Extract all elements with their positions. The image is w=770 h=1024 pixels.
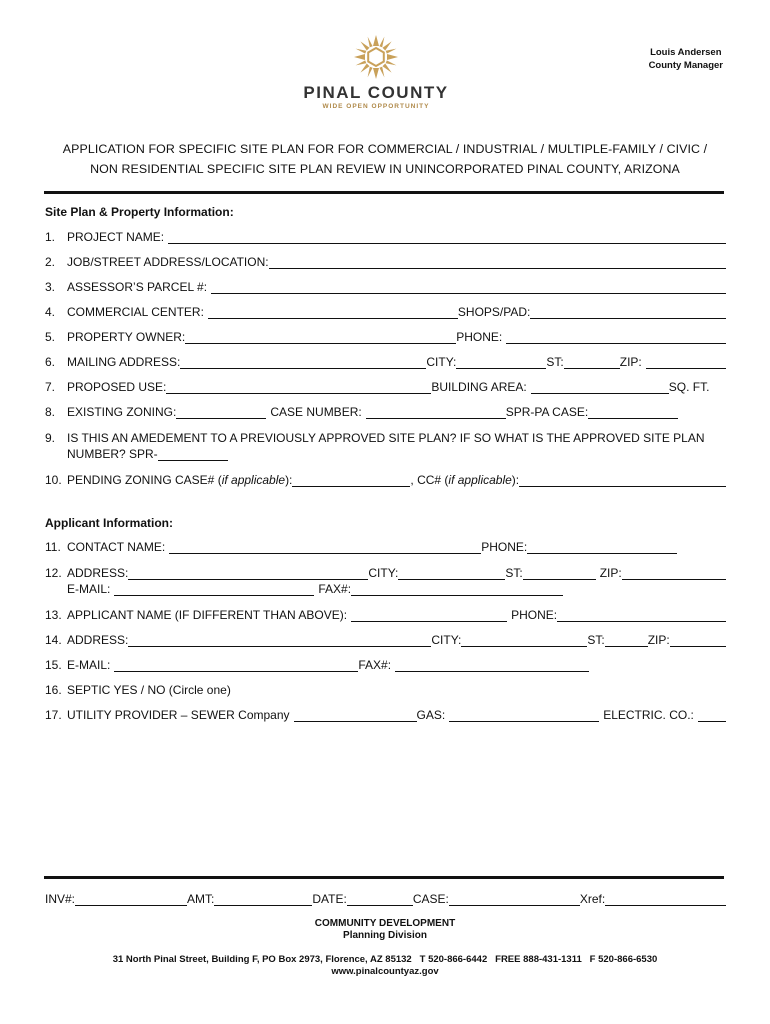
xref-field[interactable]: [605, 893, 726, 906]
field-row-mailing-address: [45, 353, 726, 369]
contact-phone-label: PHONE:: [481, 540, 528, 554]
pending-zoning-label: [67, 473, 292, 487]
manager-title: County Manager: [648, 60, 723, 71]
sewer-company-field[interactable]: [294, 709, 417, 722]
applicant-zip-label: ZIP:: [599, 566, 622, 580]
field-row-utility-provider: [45, 706, 726, 722]
case-number-label: CASE NUMBER:: [270, 405, 362, 419]
footer-website[interactable]: www.pinalcountyaz.gov: [331, 966, 439, 977]
item-number: 6.: [45, 355, 56, 369]
item-number: 8.: [45, 405, 56, 419]
item-number: 17.: [45, 708, 62, 722]
inv-label: INV#:: [45, 892, 76, 906]
date-field[interactable]: [347, 893, 413, 906]
city-2-label: CITY:: [431, 633, 462, 647]
xref-label: Xref:: [579, 892, 606, 906]
form-title-line1: APPLICATION FOR SPECIFIC SITE PLAN FOR FOR COMMERCIAL / INDUSTRIAL / MULTIPLE-FAMILY / CIVIC /: [62, 142, 708, 156]
applicant-phone-label: PHONE:: [511, 608, 558, 622]
item-number: 10.: [45, 473, 62, 487]
address-2-label: ADDRESS:: [67, 633, 129, 647]
applicant-name-label: APPLICANT NAME (IF DIFFERENT THAN ABOVE):: [67, 608, 348, 622]
spr-number-label: NUMBER? SPR-: [67, 447, 158, 461]
mailing-address-field[interactable]: [180, 356, 426, 369]
proposed-use-field[interactable]: [166, 381, 431, 394]
item-number: 11.: [45, 540, 61, 554]
item-number: 3.: [45, 280, 56, 294]
field-row-existing-zoning: [45, 403, 726, 419]
existing-zoning-field[interactable]: [176, 406, 266, 419]
field-row-parcel: [45, 278, 726, 294]
sun-logo-icon: [353, 34, 399, 80]
logo-tagline: WIDE OPEN OPPORTUNITY: [322, 103, 430, 110]
applicant-fax-field[interactable]: [351, 583, 563, 596]
field-row-project-name: [45, 228, 726, 244]
applicant-state-field[interactable]: [523, 567, 596, 580]
septic-label[interactable]: SEPTIC YES / NO (Circle one): [67, 683, 231, 697]
item-number: 9.: [45, 431, 56, 445]
mailing-state-label: ST:: [546, 355, 564, 369]
contact-phone-field[interactable]: [527, 541, 677, 554]
case-number-field[interactable]: [366, 406, 506, 419]
item-number: 7.: [45, 380, 56, 394]
commercial-center-label: COMMERCIAL CENTER:: [67, 305, 204, 319]
cc-label-text: , CC# (: [410, 473, 449, 487]
item-number: 14.: [45, 633, 62, 647]
manager-name: Louis Andersen: [650, 47, 722, 58]
field-row-applicant-name: [45, 606, 726, 622]
state-2-field[interactable]: [605, 634, 648, 647]
department-name: COMMUNITY DEVELOPMENT: [314, 918, 456, 929]
commercial-center-field[interactable]: [208, 306, 458, 319]
applicant-zip-field[interactable]: [622, 567, 726, 580]
cc-if-applicable: if applicable: [448, 473, 512, 487]
city-2-field[interactable]: [461, 634, 587, 647]
amendment-question: IS THIS AN AMEDEMENT TO A PREVIOUSLY APPROVED SITE PLAN? IF SO WHAT IS THE APPROVED SITE PLAN: [67, 431, 705, 445]
item-number: 12.: [45, 566, 62, 580]
zip-2-label: ZIP:: [647, 633, 670, 647]
parcel-field[interactable]: [211, 281, 726, 294]
spr-pa-case-label: SPR-PA CASE:: [505, 405, 589, 419]
street-address-label: JOB/STREET ADDRESS/LOCATION:: [67, 255, 269, 269]
mailing-city-label: CITY:: [426, 355, 457, 369]
pending-zoning-label-close: ):: [285, 473, 293, 487]
gas-label: GAS:: [416, 708, 446, 722]
building-area-field[interactable]: [531, 381, 669, 394]
sq-ft-label: SQ. FT.: [668, 380, 710, 394]
division-name: Planning Division: [343, 930, 427, 941]
case-label: CASE:: [412, 892, 449, 906]
email-2-label: E-MAIL:: [67, 658, 111, 672]
pending-zoning-field[interactable]: [292, 474, 410, 487]
applicant-phone-field[interactable]: [557, 609, 726, 622]
field-row-amendment: [45, 429, 726, 445]
field-row-amendment-cont: [45, 445, 726, 461]
shops-pad-field[interactable]: [530, 306, 726, 319]
contact-name-label: CONTACT NAME:: [67, 540, 166, 554]
applicant-state-label: ST:: [505, 566, 523, 580]
mailing-zip-label: ZIP:: [619, 355, 642, 369]
field-row-property-owner: [45, 328, 726, 344]
existing-zoning-label: EXISTING ZONING:: [67, 405, 177, 419]
field-row-septic: [45, 681, 726, 697]
property-owner-label: PROPERTY OWNER:: [67, 330, 186, 344]
mailing-zip-field[interactable]: [646, 356, 726, 369]
parcel-label: ASSESSOR’S PARCEL #:: [67, 280, 208, 294]
contact-name-field[interactable]: [169, 541, 481, 554]
item-number: 5.: [45, 330, 56, 344]
fax-2-field[interactable]: [395, 659, 589, 672]
property-owner-field[interactable]: [185, 331, 456, 344]
item-number: 1.: [45, 230, 56, 244]
building-area-label: BUILDING AREA:: [431, 380, 527, 394]
electric-co-label: ELECTRIC. CO.:: [603, 708, 694, 722]
sewer-company-label: UTILITY PROVIDER – SEWER Company: [67, 708, 290, 722]
mailing-address-label: MAILING ADDRESS:: [67, 355, 181, 369]
owner-phone-field[interactable]: [506, 331, 726, 344]
title-divider: [44, 191, 724, 194]
cc-label-close: ):: [511, 473, 520, 487]
email-2-field[interactable]: [114, 659, 358, 672]
field-row-street-address: [45, 253, 726, 269]
logo-name: PINAL COUNTY: [303, 83, 449, 102]
field-row-applicant-address: [45, 564, 726, 580]
footer-address: 31 North Pinal Street, Building F, PO Box 2973, Florence, AZ 85132 T 520-866-6442 FREE 888-431-1311 F 520-866-6530: [112, 954, 658, 965]
pending-zoning-if-applicable: if applicable: [221, 473, 286, 487]
applicant-fax-label: FAX#:: [318, 582, 352, 596]
pinal-county-logo: [290, 34, 462, 111]
form-title: [20, 139, 750, 179]
applicant-city-field[interactable]: [398, 567, 505, 580]
field-row-contact-name: [45, 538, 726, 554]
project-name-label: PROJECT NAME:: [67, 230, 165, 244]
electric-co-field[interactable]: [698, 709, 726, 722]
shops-pad-label: SHOPS/PAD:: [457, 305, 531, 319]
pending-zoning-label-text: PENDING ZONING CASE# (: [67, 473, 222, 487]
gas-field[interactable]: [449, 709, 599, 722]
street-address-field[interactable]: [269, 256, 726, 269]
department-block: [0, 918, 770, 942]
mailing-city-field[interactable]: [456, 356, 546, 369]
applicant-email-label: E-MAIL:: [67, 582, 111, 596]
applicant-address-field[interactable]: [128, 567, 368, 580]
cc-field[interactable]: [519, 474, 726, 487]
fax-2-label: FAX#:: [358, 658, 392, 672]
applicant-section-heading: Applicant Information:: [45, 516, 173, 530]
mailing-state-field[interactable]: [564, 356, 620, 369]
field-row-commercial-center: [45, 303, 726, 319]
field-row-pending-zoning: [45, 471, 726, 487]
field-row-address-2: [45, 631, 726, 647]
item-number: 4.: [45, 305, 56, 319]
field-row-email-2: [45, 656, 726, 672]
form-title-line2: NON RESIDENTIAL SPECIFIC SITE PLAN REVIEW IN UNINCORPORATED PINAL COUNTY, ARIZONA: [90, 162, 680, 176]
cc-label: [410, 473, 519, 487]
project-name-field[interactable]: [168, 231, 726, 244]
item-number: 13.: [45, 608, 62, 622]
applicant-address-label: ADDRESS:: [67, 566, 129, 580]
item-number: 2.: [45, 255, 56, 269]
zip-2-field[interactable]: [670, 634, 726, 647]
proposed-use-label: PROPOSED USE:: [67, 380, 167, 394]
amt-label: AMT:: [187, 892, 215, 906]
applicant-email-field[interactable]: [114, 583, 314, 596]
inv-field[interactable]: [75, 893, 187, 906]
site-plan-section-heading: Site Plan & Property Information:: [45, 205, 234, 219]
applicant-name-field[interactable]: [351, 609, 507, 622]
case-field[interactable]: [449, 893, 580, 906]
office-use-divider: [44, 876, 724, 879]
item-number: 15.: [45, 658, 62, 672]
item-number: 16.: [45, 683, 62, 697]
applicant-city-label: CITY:: [368, 566, 399, 580]
contact-footer: [0, 954, 770, 978]
owner-phone-label: PHONE:: [456, 330, 503, 344]
field-row-applicant-email: [45, 580, 726, 596]
spr-number-field[interactable]: [158, 448, 228, 461]
county-manager-block: [649, 46, 723, 72]
amt-field[interactable]: [214, 893, 312, 906]
address-2-field[interactable]: [128, 634, 431, 647]
field-row-proposed-use: [45, 378, 726, 394]
spr-pa-case-field[interactable]: [588, 406, 678, 419]
date-label: DATE:: [312, 892, 347, 906]
office-use-row: [45, 890, 726, 906]
state-2-label: ST:: [587, 633, 605, 647]
